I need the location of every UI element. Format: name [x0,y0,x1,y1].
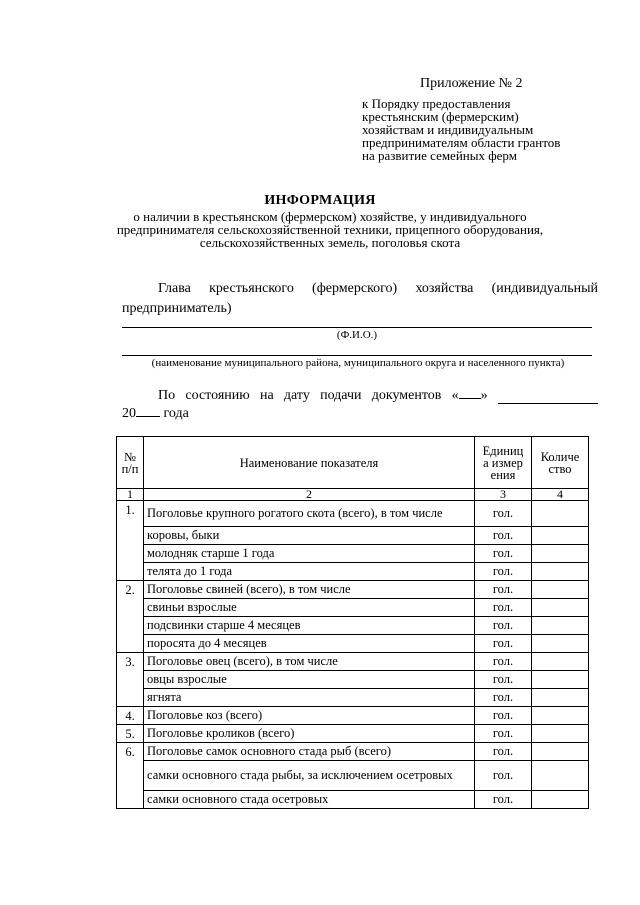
head-word: Глава [158,281,191,296]
appendix-title: Приложение № 2 [420,76,523,91]
indicator-name: коровы, быки [144,527,475,545]
head-of-farm-line-2: предприниматель) [122,301,232,316]
header-row [117,437,589,489]
indicator-name: телята до 1 года [144,563,475,581]
appendix-line: к Порядку предоставления [362,96,511,111]
quantity-cell[interactable] [532,743,589,761]
table-row [117,725,589,743]
date-word: подачи [320,388,362,403]
quantity-cell[interactable] [532,563,589,581]
quantity-cell[interactable] [532,635,589,653]
table-row [117,707,589,725]
header-qty: Количество [532,437,589,489]
municipality-caption: (наименование муниципального района, муниципального округа и населенного пункта) [151,357,565,369]
index-cell: 1 [117,489,144,501]
day-field [452,386,488,404]
indicator-name: самки основного стада осетровых [144,791,475,809]
table-row [117,527,589,545]
subtitle-line: предпринимателя сельскохозяйственной техники, прицепного оборудования, [116,222,544,237]
unit-cell: гол. [475,725,532,743]
date-word: дату [283,388,310,403]
unit-cell: гол. [475,689,532,707]
indicator-name: Поголовье коз (всего) [144,707,475,725]
quantity-cell[interactable] [532,671,589,689]
unit-cell: гол. [475,581,532,599]
quantity-cell[interactable] [532,689,589,707]
quantity-cell[interactable] [532,707,589,725]
table-row [117,635,589,653]
header-name: Наименование показателя [144,437,475,489]
unit-cell: гол. [475,743,532,761]
year-blank[interactable] [136,404,160,417]
table-row [117,761,589,791]
header-num: № п/п [117,437,144,489]
row-number: 1. [117,501,144,581]
indicator-name: подсвинки старше 4 месяцев [144,617,475,635]
livestock-table [116,436,589,809]
year-line [122,404,189,422]
table-row [117,563,589,581]
appendix-line: предпринимателям области грантов [362,135,561,150]
subtitle-line: сельскохозяйственных земель, поголовья скота [199,235,461,250]
quantity-cell[interactable] [532,653,589,671]
unit-cell: гол. [475,653,532,671]
row-number: 5. [117,725,144,743]
unit-cell: гол. [475,791,532,809]
index-cell: 3 [475,489,532,501]
indicator-name: овцы взрослые [144,671,475,689]
indicator-name: молодняк старше 1 года [144,545,475,563]
day-blank[interactable] [459,386,481,399]
row-number: 2. [117,581,144,653]
date-word: документов [371,388,442,403]
quantity-cell[interactable] [532,761,589,791]
quantity-cell[interactable] [532,527,589,545]
table-row [117,791,589,809]
unit-cell: гол. [475,635,532,653]
indicator-name: Поголовье овец (всего), в том числе [144,653,475,671]
unit-cell: гол. [475,707,532,725]
subtitle-line: о наличии в крестьянском (фермерском) хозяйстве, у индивидуального [133,209,527,224]
date-word: на [259,388,274,403]
index-row [117,489,589,501]
appendix-line: крестьянским (фермерским) [362,109,519,124]
head-word: хозяйства [415,281,474,296]
quote-close: » [480,388,488,403]
row-number: 6. [117,743,144,809]
table-row [117,581,589,599]
row-number: 4. [117,707,144,725]
fio-blank-line[interactable] [122,327,592,328]
index-cell: 2 [144,489,475,501]
indicator-name: ягнята [144,689,475,707]
year-suffix: года [163,406,189,421]
appendix-line: на развитие семейных ферм [362,148,517,163]
quantity-cell[interactable] [532,545,589,563]
quantity-cell[interactable] [532,599,589,617]
indicator-name: поросята до 4 месяцев [144,635,475,653]
head-word: крестьянского [209,281,294,296]
table-row [117,689,589,707]
appendix-line: хозяйствам и индивидуальным [362,122,534,137]
header-unit: Единица измерения [475,437,532,489]
indicator-name: самки основного стада рыбы, за исключением осетровых [144,761,475,791]
unit-cell: гол. [475,761,532,791]
quote-open: « [451,388,459,403]
unit-cell: гол. [475,617,532,635]
quantity-cell[interactable] [532,791,589,809]
table-row [117,617,589,635]
fio-caption: (Ф.И.О.) [336,329,378,341]
quantity-cell[interactable] [532,725,589,743]
table-row [117,599,589,617]
appendix-reference [362,97,602,162]
indicator-name: Поголовье свиней (всего), в том числе [144,581,475,599]
date-line [158,386,598,404]
row-number: 3. [117,653,144,707]
table-row [117,743,589,761]
unit-cell: гол. [475,563,532,581]
month-blank[interactable] [498,391,598,404]
unit-cell: гол. [475,545,532,563]
unit-cell: гол. [475,599,532,617]
year-prefix: 20 [122,406,136,421]
document-title: ИНФОРМАЦИЯ [264,193,376,208]
quantity-cell[interactable] [532,581,589,599]
index-cell: 4 [532,489,589,501]
head-of-farm-line [158,281,598,297]
indicator-name: Поголовье самок основного стада рыб (всего) [144,743,475,761]
indicator-name: Поголовье кроликов (всего) [144,725,475,743]
date-word: состоянию [185,388,250,403]
table-row [117,501,589,527]
table-row [117,545,589,563]
unit-cell: гол. [475,501,532,527]
document-subtitle [100,210,560,249]
unit-cell: гол. [475,527,532,545]
table-row [117,671,589,689]
table-row [117,653,589,671]
unit-cell: гол. [475,671,532,689]
indicator-name: свиньи взрослые [144,599,475,617]
date-word: По [158,388,176,403]
municipality-blank-line[interactable] [122,355,592,356]
head-word: (фермерского) [312,281,398,296]
quantity-cell[interactable] [532,617,589,635]
head-word: (индивидуальный [491,281,598,296]
quantity-cell[interactable] [532,501,589,527]
indicator-name: Поголовье крупного рогатого скота (всего), в том числе [144,501,475,527]
